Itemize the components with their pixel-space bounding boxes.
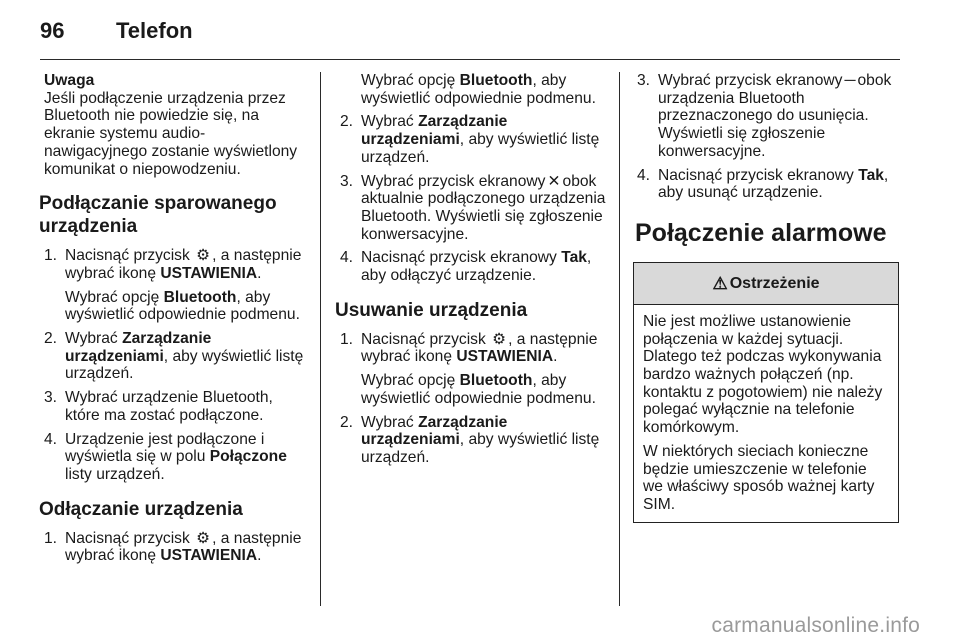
minus-icon: ─ <box>844 72 856 89</box>
warning-icon: ⚠ <box>712 273 728 293</box>
column-2 <box>335 72 608 473</box>
step-number: 1. <box>340 330 354 348</box>
step-number: 2. <box>340 413 354 431</box>
section-heading-disconnect: Odłączanie urządzenia <box>39 498 243 520</box>
list-item: 4. Urządzenie jest podłączone i wyświetla się w polu Połączone listy urządzeń. <box>44 430 287 483</box>
list-item: Wybrać opcję Bluetooth, aby wyświetlić odpowiednie podmenu. <box>361 72 596 107</box>
warning-title: Ostrzeżenie <box>729 274 820 292</box>
section-heading-emergency: Połączenie alarmowe <box>635 218 887 247</box>
column-divider-2 <box>619 72 620 606</box>
list-item: 1. Nacisnąć przycisk ⚙ , a następnie wybrać ikonę USTAWIENIA. Wybrać opcję Bluetooth, aby wyświetlić odpowiednie podmenu. <box>44 247 302 324</box>
list-item: 3. Wybrać przycisk ekranowy ✕ obok aktualnie podłączonego urządzenia Bluetooth. Wyświetli się zgłoszenie konwersacyjne. <box>340 172 606 243</box>
list-item: 1. Nacisnąć przycisk ⚙ , a następnie wybrać ikonę USTAWIENIA. Wybrać opcję Bluetooth, aby wyświetlić odpowiednie podmenu. <box>340 330 598 407</box>
warning-box <box>633 262 899 523</box>
warning-paragraph: Nie jest możliwe ustanowienie połączenia w każdej sytuacji. Dlatego też podczas wykonywania bardzo ważnych połączeń (np. kontaktu z pogotowiem) nie należy polegać wyłącznie na telefonie komórkowym. <box>643 312 883 437</box>
list-item: 3. Wybrać urządzenie Bluetooth, które ma zostać podłączone. <box>44 389 273 424</box>
section-heading-remove: Usuwanie urządzenia <box>335 299 528 321</box>
list-item: 4. Nacisnąć przycisk ekranowy Tak, aby usunąć urządzenie. <box>637 166 889 202</box>
step-number: 4. <box>44 430 58 448</box>
close-icon: ✕ <box>547 172 561 190</box>
note-heading: Uwaga <box>44 72 95 89</box>
step-number: 2. <box>340 113 354 131</box>
header-divider <box>40 59 900 60</box>
settings-icon: ⚙ <box>196 247 211 265</box>
step-number: 1. <box>44 529 58 547</box>
section-heading-connect: Podłączanie sparowanego urządzenia <box>39 193 277 238</box>
list-item: 2. Wybrać Zarządzanie urządzeniami, aby wyświetlić listę urządzeń. <box>340 113 600 166</box>
step-number: 3. <box>340 172 354 190</box>
step-number: 3. <box>637 72 651 89</box>
watermark: carmanualsonline.info <box>711 614 920 637</box>
column-divider-1 <box>320 72 321 606</box>
note-text: Jeśli podłączenie urządzenia przez Bluetooth nie powiedzie się, na ekranie systemu audio-nawigacyjnego zostanie wyświetlony komunikat o niepowodzeniu. <box>44 89 298 178</box>
list-item: 4. Nacisnąć przycisk ekranowy Tak, aby odłączyć urządzenie. <box>340 249 592 285</box>
page-number: 96 <box>40 18 65 43</box>
step-number: 2. <box>44 330 58 348</box>
warning-body <box>634 305 898 522</box>
warning-paragraph: W niektórych sieciach konieczne będzie umieszczenie w telefonie we właściwy sposób ważnej karty SIM. <box>643 442 875 513</box>
list-item: 3. Wybrać przycisk ekranowy ─ obok urządzenia Bluetooth przeznaczonego do usunięcia. Wyświetli się zgłoszenie konwersacyjne. <box>637 72 892 160</box>
list-item: 2. Wybrać Zarządzanie urządzeniami, aby wyświetlić listę urządzeń. <box>44 330 304 383</box>
step-number: 4. <box>340 249 354 267</box>
step-number: 1. <box>44 247 58 265</box>
settings-icon: ⚙ <box>492 330 507 348</box>
list-item: 2. Wybrać Zarządzanie urządzeniami, aby wyświetlić listę urządzeń. <box>340 413 600 466</box>
settings-icon: ⚙ <box>196 529 211 547</box>
warning-header <box>634 263 898 305</box>
column-1 <box>39 72 306 571</box>
page-title: Telefon <box>116 18 193 43</box>
list-item: 1. Nacisnąć przycisk ⚙ , a następnie wybrać ikonę USTAWIENIA. <box>44 529 302 565</box>
column-3 <box>637 72 905 523</box>
step-number: 3. <box>44 389 58 407</box>
step-number: 4. <box>637 166 651 184</box>
